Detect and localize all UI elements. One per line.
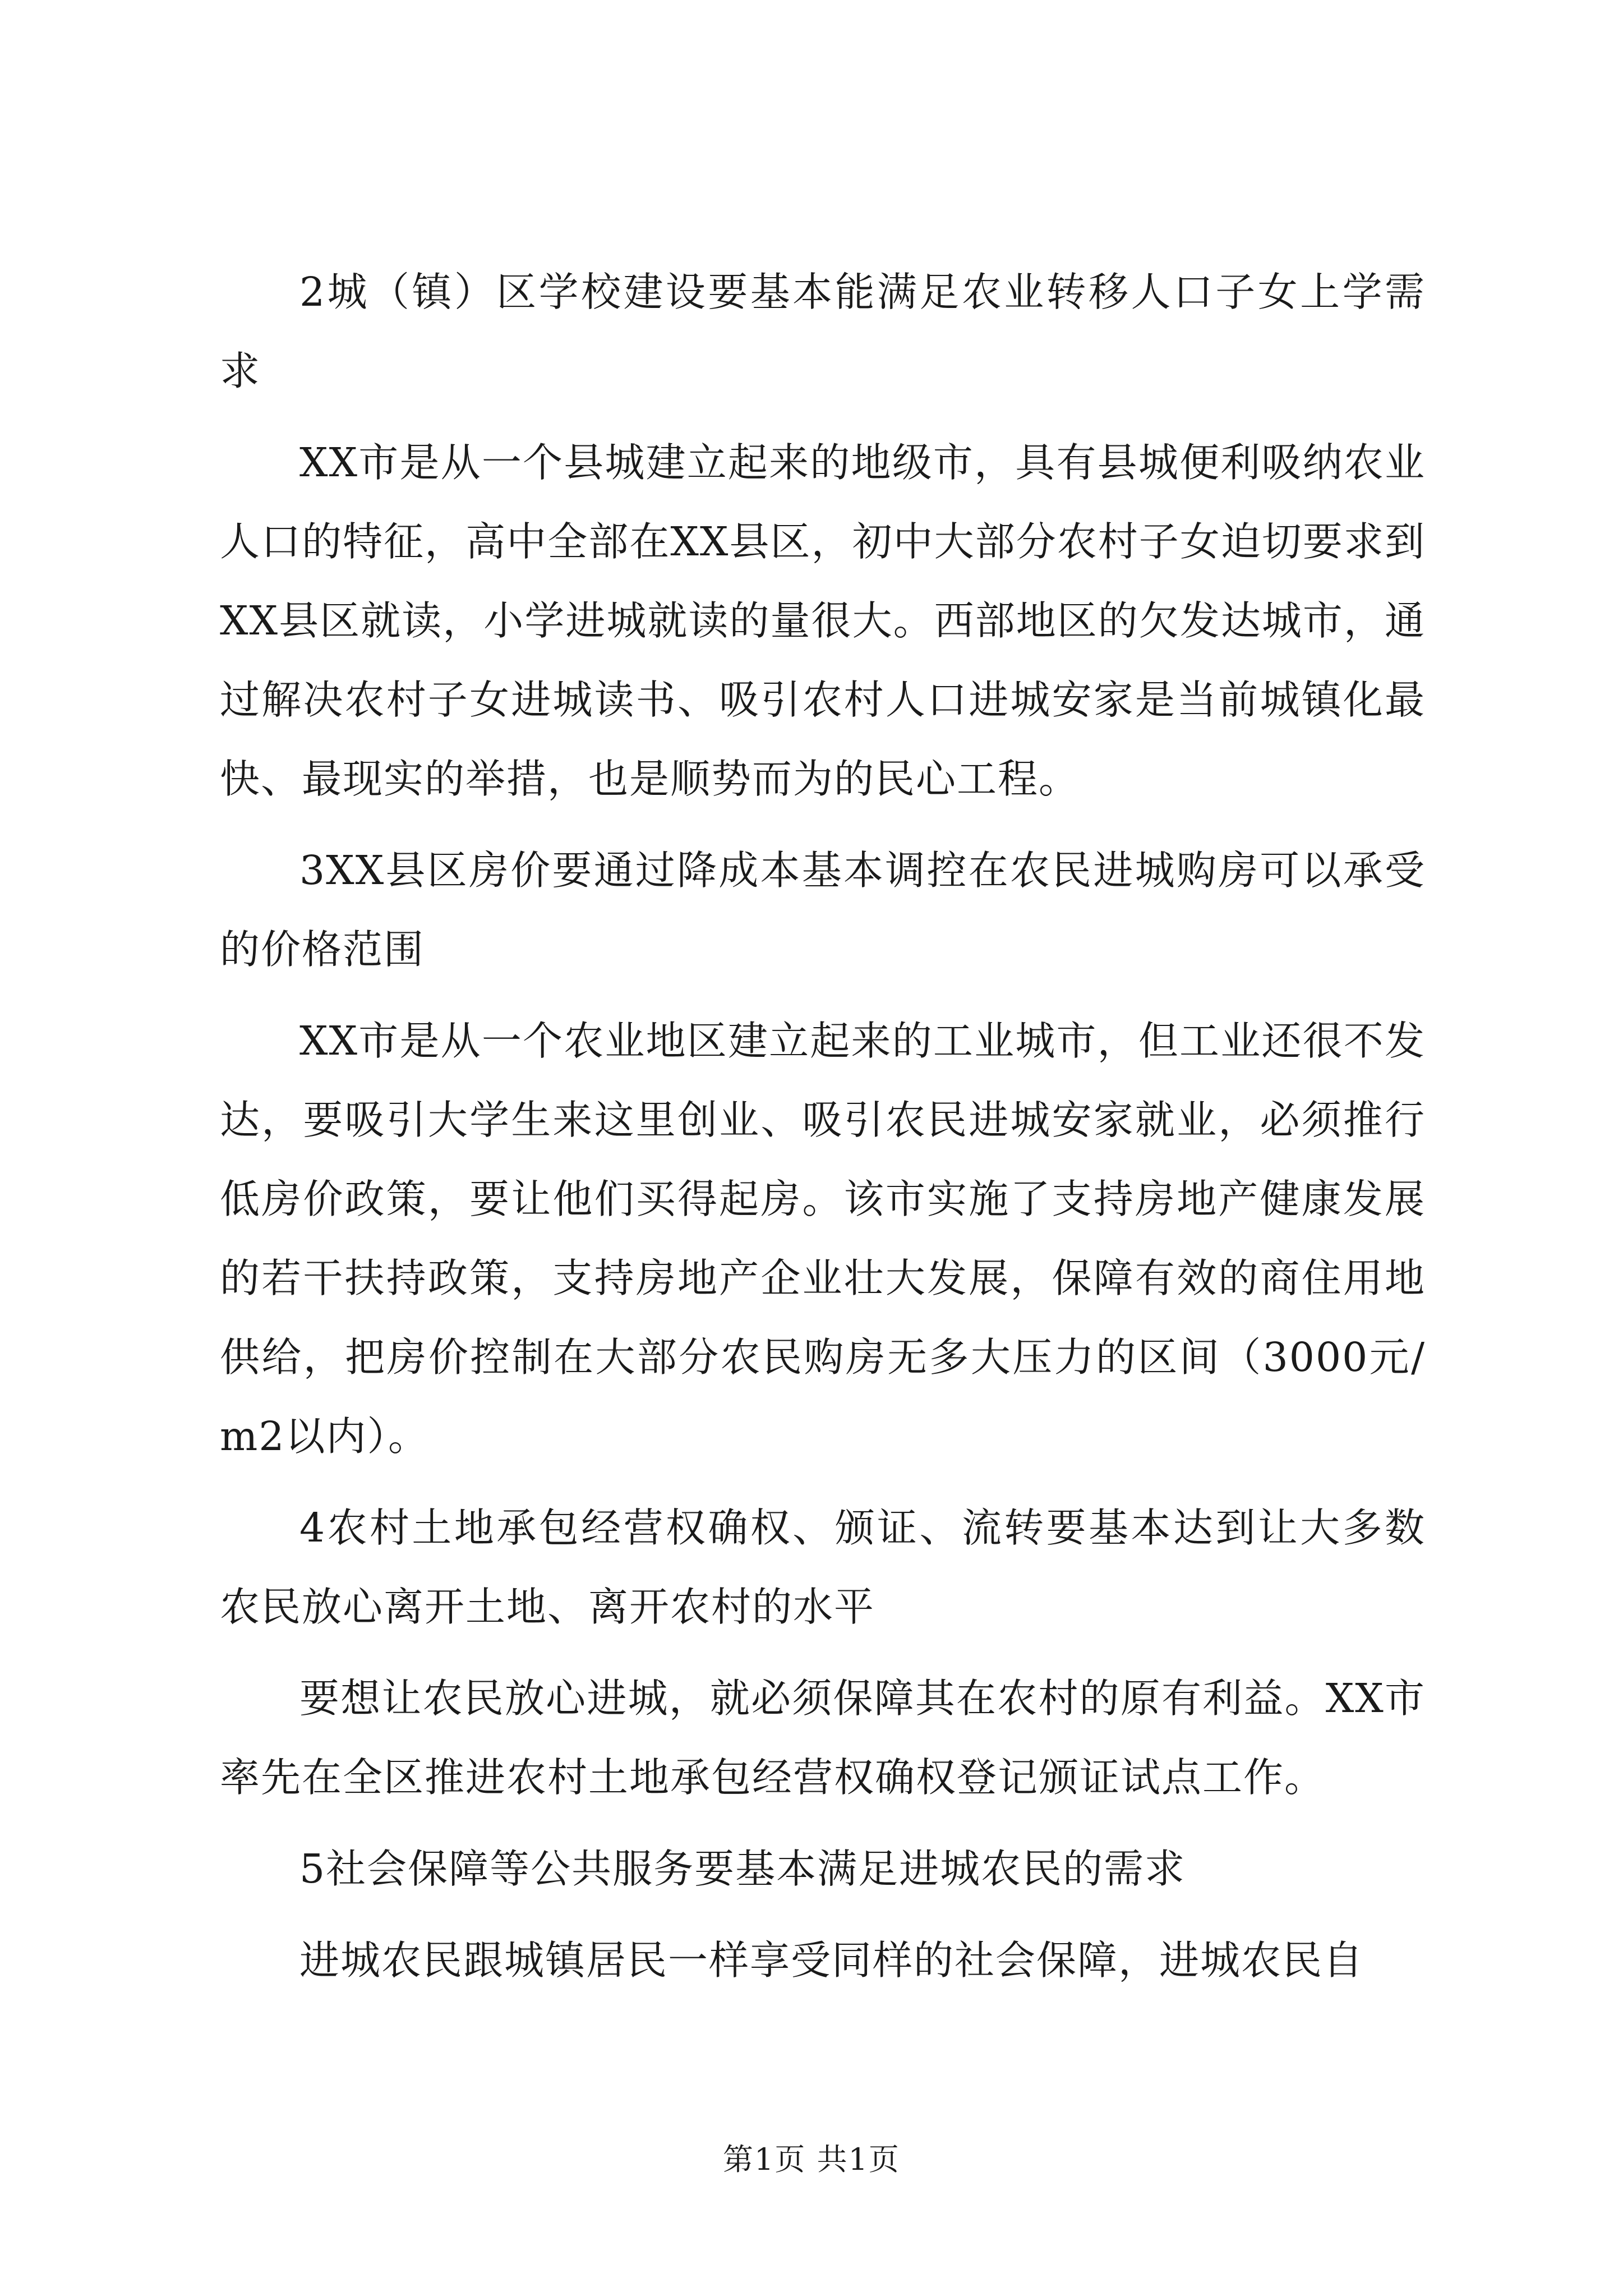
heading-housing-price: 3XX县区房价要通过降成本基本调控在农民进城购房可以承受的价格范围 (220, 847, 1426, 973)
paragraph-school-demand: XX市是从一个县城建立起来的地级市，具有县城便利吸纳农业人口的特征，高中全部在XX县区，初中大部分农村子女迫切要求到XX县区就读，小学进城就读的量很大。西部地区的欠发达城市，通过解决农村子女进城读书、吸引农村人口进城安家是当前城镇化最快、最现实的举措，也是顺势而为的民心工程。 (220, 439, 1426, 802)
paragraph-land-rights: 要想让农民放心进城，就必须保障其在农村的原有利益。XX市率先在全区推进农村土地承包经营权确权登记颁证试点工作。 (220, 1675, 1426, 1801)
page-footer: 第1页 共1页 (723, 2142, 900, 2177)
heading-land-rights: 4农村土地承包经营权确权、颁证、流转要基本达到让大多数农民放心离开土地、离开农村的水平 (220, 1504, 1426, 1630)
paragraph-housing-policy: XX市是从一个农业地区建立起来的工业城市，但工业还很不发达，要吸引大学生来这里创业、吸引农民进城安家就业，必须推行低房价政策，要让他们买得起房。该市实施了支持房地产健康发展的若干扶持政策，支持房地产企业壮大发展，保障有效的商住用地供给，把房价控制在大部分农民购房无多大压力的区间（3000元/m2以内）。 (220, 1018, 1426, 1460)
heading-school-construction: 2城（镇）区学校建设要基本能满足农业转移人口子女上学需求 (220, 269, 1426, 394)
heading-social-security: 5社会保障等公共服务要基本满足进城农民的需求 (299, 1846, 1186, 1892)
document-body (220, 252, 1426, 2012)
paragraph-social-security: 进城农民跟城镇居民一样享受同样的社会保障，进城农民自 (299, 1937, 1364, 1984)
